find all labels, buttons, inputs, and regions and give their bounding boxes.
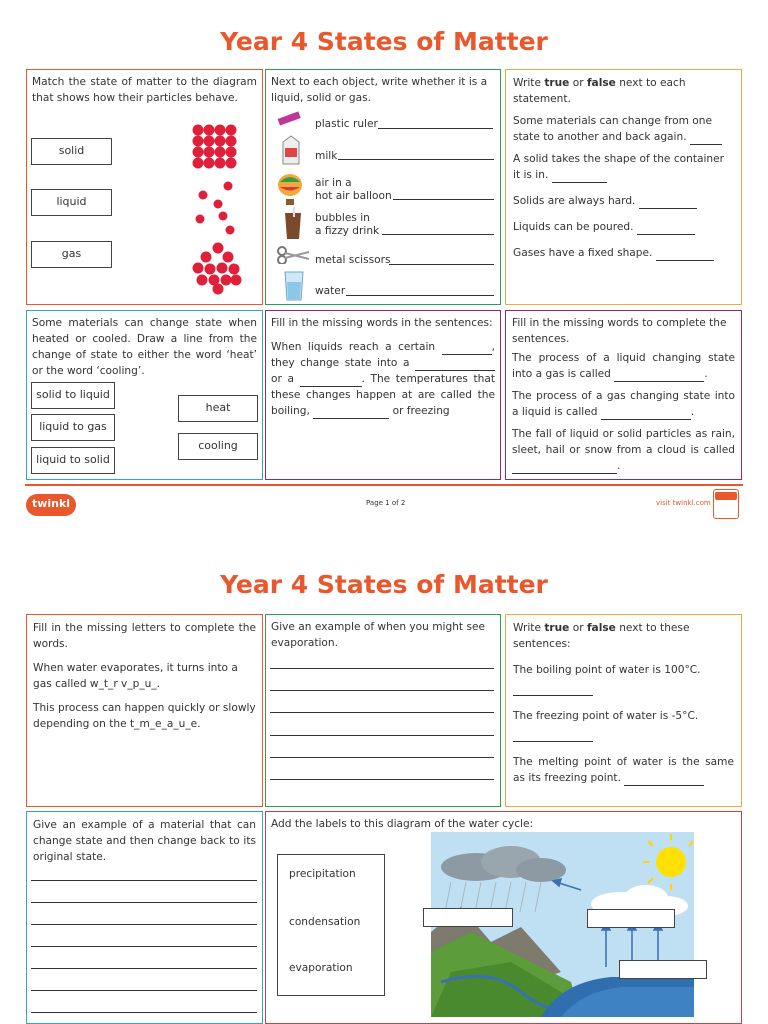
objects-instruction: Next to each object, write whether it is a liquid, solid or gas. [271,76,488,104]
match-instruction: Match the state of matter to the diagram that shows how their particles behave. [32,76,257,104]
item-ruler: plastic ruler [315,118,378,130]
ruler-icon [277,110,301,126]
answer-line [270,779,494,780]
answer-line [31,990,257,991]
material-box [26,811,263,1024]
word-heat: heat [178,395,258,422]
material-instruction: Give an example of a material that can change state and then change back to its original state. [33,819,256,863]
label-evaporation: evaporation [289,962,353,974]
statement: Liquids can be poured. [513,219,734,235]
label-slot-3[interactable] [619,960,707,979]
answer-line [270,712,494,713]
truefalse-instruction: Write true or false next to each statement. [513,77,686,105]
answer-line [393,199,494,200]
missing-words-box [265,310,501,480]
answer-line [270,757,494,758]
visit-link[interactable]: visit twinkl.com [656,499,711,507]
answer-line [270,690,494,691]
liquid-particles-icon [193,243,242,295]
item-drink: bubbles in a fizzy drink [315,212,380,237]
answer-line [378,128,493,129]
change-liquid-to-solid: liquid to solid [31,447,115,474]
answer-line [31,1012,257,1013]
item-water: water [315,285,346,297]
answer-line [31,902,257,903]
statement: Gases have a fixed shape. [513,245,734,261]
statement: A solid takes the shape of the container it is in. [513,153,725,181]
twinkl-logo: twinkl [26,494,76,516]
missing-instruction: Fill in the missing words in the sentences: [271,317,493,329]
milk-carton-icon [279,134,303,166]
particle-diagrams [188,120,248,300]
tf2-s1: The boiling point of water is 100°C. [513,664,701,676]
word-cooling: cooling [178,433,258,460]
truefalse2-instruction: Write true or false next to these sentences: [513,622,690,650]
page2-title: Year 4 States of Matter [220,570,548,599]
truefalse-box [505,69,742,305]
answer-line [31,946,257,947]
sentence: The process of a liquid changing state into a gas is called . [512,352,735,380]
letters-p2: This process can happen quickly or slowly depending on the t_m_e_a_u_e. [33,702,256,730]
label-bank [277,854,385,996]
truefalse2-box [505,614,742,807]
answer-line [382,234,494,235]
answer-line [31,880,257,881]
item-balloon: air in a hot air balloon [315,177,392,202]
item-scissors: metal scissors [315,254,391,266]
answer-line [389,264,494,265]
state-gas: gas [31,241,112,268]
answer-line [270,735,494,736]
state-solid: solid [31,138,112,165]
fizzy-drink-icon [281,207,305,241]
answer-line [338,159,494,160]
item-milk: milk [315,150,338,162]
letters-instruction: Fill in the missing letters to complete the words. [33,622,256,650]
letters-box [26,614,263,807]
tf2-s2: The freezing point of water is -5°C. [513,710,699,722]
label-slot-1[interactable] [423,908,513,927]
tf2-s3: The melting point of water is the same as its freezing point. [513,756,734,784]
page1-title: Year 4 States of Matter [220,27,548,56]
page-number: Page 1 of 2 [366,499,406,507]
scissors-icon [276,246,310,264]
quality-seal-icon [713,489,739,519]
label-precipitation: precipitation [289,868,356,880]
heatcool-instruction: Some materials can change state when heated or cooled. Draw a line from the change of state to either the word ‘heat’ or the word ‘cooling’. [32,317,257,377]
gas-particles-icon [196,182,235,235]
answer-line [513,684,593,696]
label-slot-2[interactable] [587,909,675,928]
state-liquid: liquid [31,189,112,216]
answer-line [270,668,494,669]
change-liquid-to-gas: liquid to gas [31,414,115,441]
sentence: The process of a gas changing state into a liquid is called . [512,390,735,418]
answer-line [346,295,494,296]
glass-of-water-icon [283,270,305,302]
cycle-instruction: Add the labels to this diagram of the water cycle: [271,818,534,830]
complete-sentences-box [505,310,742,480]
statement: Some materials can change from one state to another and back again. [513,113,734,145]
footer-divider [25,484,743,486]
label-condensation: condensation [289,916,361,928]
solid-particles-icon [193,125,237,169]
evap-instruction: Give an example of when you might see evaporation. [271,621,486,649]
statement: Solids are always hard. [513,193,734,209]
answer-line [513,730,593,742]
letters-p1: When water evaporates, it turns into a gas called w_t_r v_p_u_. [33,662,238,690]
complete-instruction: Fill in the missing words to complete the sentences. [512,317,727,345]
sentence: The fall of liquid or solid particles as rain, sleet, hail or snow from a cloud is called . [512,428,735,472]
missing-paragraph: When liquids reach a certain , they change state into a or a . The temperatures that these changes happen at are called the boiling, or freezing [271,341,495,417]
change-solid-to-liquid: solid to liquid [31,382,115,409]
answer-line [31,968,257,969]
sun-icon [656,847,686,877]
hot-air-balloon-icon [275,174,305,206]
answer-line [31,924,257,925]
